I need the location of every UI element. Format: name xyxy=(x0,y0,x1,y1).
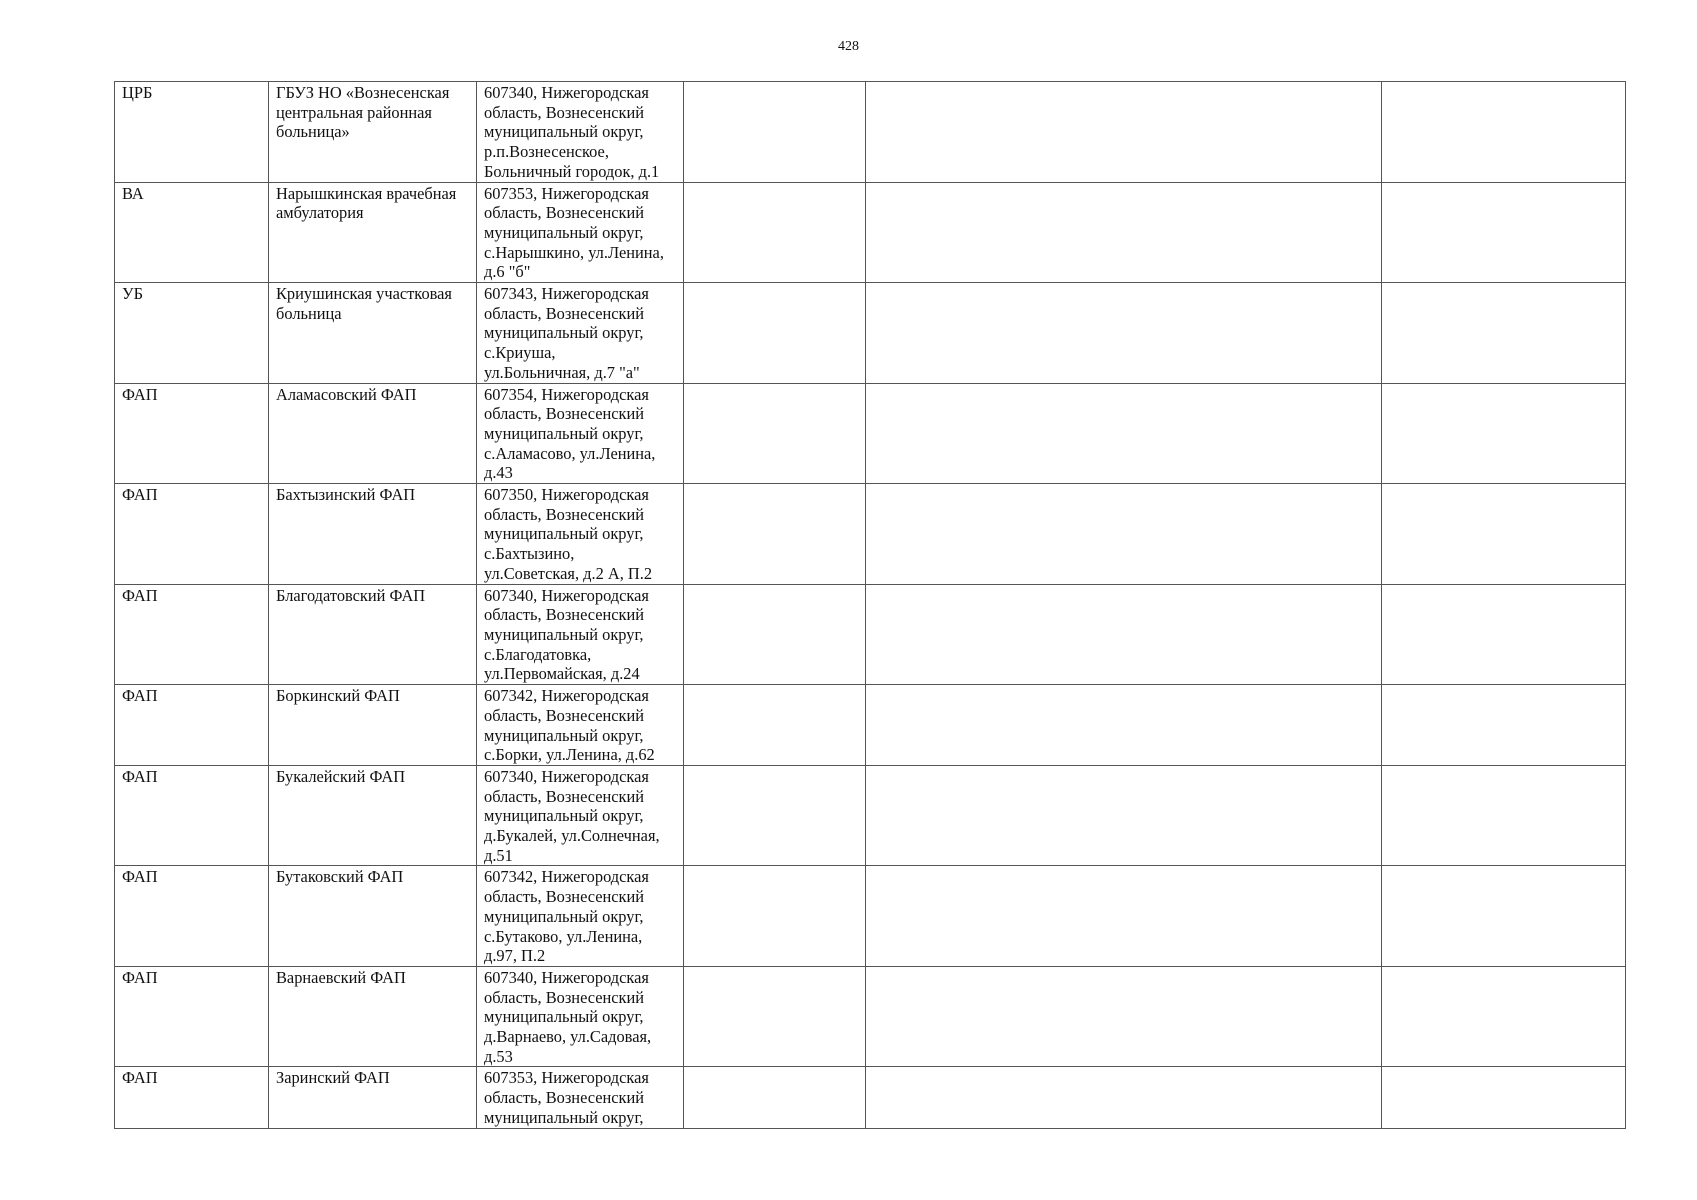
empty-cell-6 xyxy=(1382,966,1626,1067)
empty-cell-5 xyxy=(866,283,1382,384)
facility-address-line: ул.Советская, д.2 А, П.2 xyxy=(484,563,653,583)
facility-address-line: 607340, Нижегородская xyxy=(484,967,649,987)
facility-address-cell xyxy=(477,383,684,484)
facility-address-line: муниципальный округ, xyxy=(484,524,644,544)
facility-type-cell: ЦРБ xyxy=(115,82,269,183)
facility-name-cell xyxy=(269,484,477,585)
facility-address-line: область, Вознесенский xyxy=(484,404,645,424)
empty-cell-6 xyxy=(1382,584,1626,685)
facility-address-line: муниципальный округ, xyxy=(484,1007,644,1027)
facility-address-line: с.Нарышкино, ул.Ленина, xyxy=(484,242,664,262)
facility-name-cell xyxy=(269,383,477,484)
facility-address-line: область, Вознесенский xyxy=(484,705,645,725)
facility-address-line: с.Борки, ул.Ленина, д.62 xyxy=(484,745,655,765)
facility-address-line: с.Бахтызино, xyxy=(484,544,575,564)
empty-cell-4 xyxy=(684,1067,866,1128)
facility-type-cell: ФАП xyxy=(115,1067,269,1128)
facility-name-line: Благодатовский ФАП xyxy=(276,585,426,605)
facility-name-cell xyxy=(269,82,477,183)
facility-address-line: р.п.Вознесенское, xyxy=(484,142,609,162)
facility-name-line: больница» xyxy=(276,122,350,142)
facility-address-line: д.97, П.2 xyxy=(484,946,546,966)
facility-address-line: ул.Больничная, д.7 "а" xyxy=(484,362,640,382)
empty-cell-6 xyxy=(1382,182,1626,283)
empty-cell-4 xyxy=(684,283,866,384)
table-row xyxy=(115,765,1626,866)
facility-name-cell xyxy=(269,966,477,1067)
facility-address-line: д.43 xyxy=(484,463,513,483)
facility-address-line: муниципальный округ, xyxy=(484,906,644,926)
facility-address-line: область, Вознесенский xyxy=(484,203,645,223)
table-row xyxy=(115,82,1626,183)
facility-address-line: д.Букалей, ул.Солнечная, xyxy=(484,826,660,846)
empty-cell-6 xyxy=(1382,82,1626,183)
facility-address-cell xyxy=(477,1067,684,1128)
facility-address-line: с.Аламасово, ул.Ленина, xyxy=(484,443,656,463)
facility-address-line: Больничный городок, д.1 xyxy=(484,161,660,181)
empty-cell-6 xyxy=(1382,685,1626,766)
empty-cell-5 xyxy=(866,383,1382,484)
facility-name-line: Варнаевский ФАП xyxy=(276,967,406,987)
facility-address-line: ул.Первомайская, д.24 xyxy=(484,664,640,684)
table-row xyxy=(115,1067,1626,1128)
facility-name-cell xyxy=(269,685,477,766)
empty-cell-4 xyxy=(684,484,866,585)
facility-address-cell xyxy=(477,283,684,384)
table-row xyxy=(115,484,1626,585)
facility-address-line: 607340, Нижегородская xyxy=(484,585,649,605)
facility-name-cell xyxy=(269,1067,477,1128)
empty-cell-6 xyxy=(1382,484,1626,585)
facility-type-cell: ФАП xyxy=(115,685,269,766)
facility-address-cell xyxy=(477,765,684,866)
empty-cell-5 xyxy=(866,685,1382,766)
facility-address-line: муниципальный округ, xyxy=(484,806,644,826)
table-row xyxy=(115,182,1626,283)
empty-cell-4 xyxy=(684,82,866,183)
empty-cell-5 xyxy=(866,966,1382,1067)
empty-cell-4 xyxy=(684,866,866,967)
empty-cell-6 xyxy=(1382,383,1626,484)
facility-address-cell xyxy=(477,685,684,766)
table-row xyxy=(115,966,1626,1067)
facility-address-line: область, Вознесенский xyxy=(484,605,645,625)
facility-address-line: область, Вознесенский xyxy=(484,303,645,323)
facility-name-line: амбулатория xyxy=(276,203,364,223)
facility-address-line: 607342, Нижегородская xyxy=(484,686,649,706)
facility-address-line: муниципальный округ, xyxy=(484,423,644,443)
facility-address-line: область, Вознесенский xyxy=(484,987,645,1007)
facility-address-line: муниципальный округ, xyxy=(484,624,644,644)
empty-cell-4 xyxy=(684,383,866,484)
facility-address-cell xyxy=(477,182,684,283)
facility-type-cell: ФАП xyxy=(115,584,269,685)
facility-name-line: ГБУЗ НО «Вознесенская xyxy=(276,83,450,102)
facility-address-line: муниципальный округ, xyxy=(484,725,644,745)
facility-address-line: с.Благодатовка, xyxy=(484,644,592,664)
facility-name-line: Нарышкинская врачебная xyxy=(276,183,457,203)
facility-address-line: д.6 "б" xyxy=(484,262,531,282)
facility-type-cell: ФАП xyxy=(115,484,269,585)
empty-cell-4 xyxy=(684,182,866,283)
facility-address-line: с.Криуша, xyxy=(484,343,556,363)
facility-address-line: 607353, Нижегородская xyxy=(484,1068,649,1088)
facility-address-cell xyxy=(477,966,684,1067)
facility-address-line: д.53 xyxy=(484,1046,513,1066)
facility-name-line: Бутаковский ФАП xyxy=(276,867,404,887)
facility-type-cell: ВА xyxy=(115,182,269,283)
facility-name-cell xyxy=(269,765,477,866)
empty-cell-4 xyxy=(684,584,866,685)
empty-cell-5 xyxy=(866,765,1382,866)
empty-cell-5 xyxy=(866,866,1382,967)
facility-address-line: д.Варнаево, ул.Садовая, xyxy=(484,1027,652,1047)
facility-address-line: 607350, Нижегородская xyxy=(484,485,649,505)
facility-address-cell xyxy=(477,484,684,585)
table-row xyxy=(115,866,1626,967)
empty-cell-5 xyxy=(866,1067,1382,1128)
empty-cell-6 xyxy=(1382,283,1626,384)
empty-cell-5 xyxy=(866,182,1382,283)
table-row xyxy=(115,685,1626,766)
table-row xyxy=(115,283,1626,384)
empty-cell-6 xyxy=(1382,765,1626,866)
facilities-table-body xyxy=(115,82,1626,1129)
table-row xyxy=(115,584,1626,685)
facility-address-line: 607343, Нижегородская xyxy=(484,284,649,304)
empty-cell-5 xyxy=(866,484,1382,585)
empty-cell-4 xyxy=(684,685,866,766)
facility-type-cell: ФАП xyxy=(115,383,269,484)
facility-type-cell: ФАП xyxy=(115,966,269,1067)
page-number: 428 xyxy=(838,39,859,54)
facility-address-line: область, Вознесенский xyxy=(484,504,645,524)
facility-address-line: 607354, Нижегородская xyxy=(484,384,649,404)
facility-address-line: область, Вознесенский xyxy=(484,887,645,907)
facility-type-cell: ФАП xyxy=(115,765,269,866)
facility-address-cell xyxy=(477,866,684,967)
empty-cell-5 xyxy=(866,82,1382,183)
facility-address-line: муниципальный округ, xyxy=(484,122,644,142)
facility-name-line: Аламасовский ФАП xyxy=(276,384,417,404)
facility-address-line: с.Бутаково, ул.Ленина, xyxy=(484,926,643,946)
facility-name-line: Криушинская участковая xyxy=(276,284,452,304)
facility-address-line: область, Вознесенский xyxy=(484,786,645,806)
facility-name-line: Бахтызинский ФАП xyxy=(276,485,416,505)
facility-address-line: 607340, Нижегородская xyxy=(484,766,649,786)
empty-cell-5 xyxy=(866,584,1382,685)
facility-address-line: 607342, Нижегородская xyxy=(484,867,649,887)
facility-address-line: 607340, Нижегородская xyxy=(484,83,649,102)
facility-address-line: область, Вознесенский xyxy=(484,102,645,122)
facility-name-line: Боркинский ФАП xyxy=(276,686,400,706)
facility-address-line: область, Вознесенский xyxy=(484,1088,645,1108)
facility-address-cell xyxy=(477,584,684,685)
facility-name-line: центральная районная xyxy=(276,102,432,122)
facility-address-line: муниципальный округ, xyxy=(484,1107,644,1127)
empty-cell-6 xyxy=(1382,1067,1626,1128)
facility-address-line: 607353, Нижегородская xyxy=(484,183,649,203)
facility-name-line: больница xyxy=(276,303,342,323)
empty-cell-4 xyxy=(684,966,866,1067)
facilities-table xyxy=(114,81,1626,1129)
facility-name-cell xyxy=(269,584,477,685)
table-row xyxy=(115,383,1626,484)
facility-name-cell xyxy=(269,182,477,283)
facility-name-line: Букалейский ФАП xyxy=(276,766,406,786)
facility-address-line: муниципальный округ, xyxy=(484,323,644,343)
empty-cell-4 xyxy=(684,765,866,866)
facility-address-line: муниципальный округ, xyxy=(484,222,644,242)
facility-name-cell xyxy=(269,866,477,967)
facility-address-line: д.51 xyxy=(484,845,513,865)
facility-type-cell: ФАП xyxy=(115,866,269,967)
empty-cell-6 xyxy=(1382,866,1626,967)
facility-name-line: Заринский ФАП xyxy=(276,1068,390,1088)
facility-address-cell xyxy=(477,82,684,183)
facility-type-cell: УБ xyxy=(115,283,269,384)
facility-name-cell xyxy=(269,283,477,384)
